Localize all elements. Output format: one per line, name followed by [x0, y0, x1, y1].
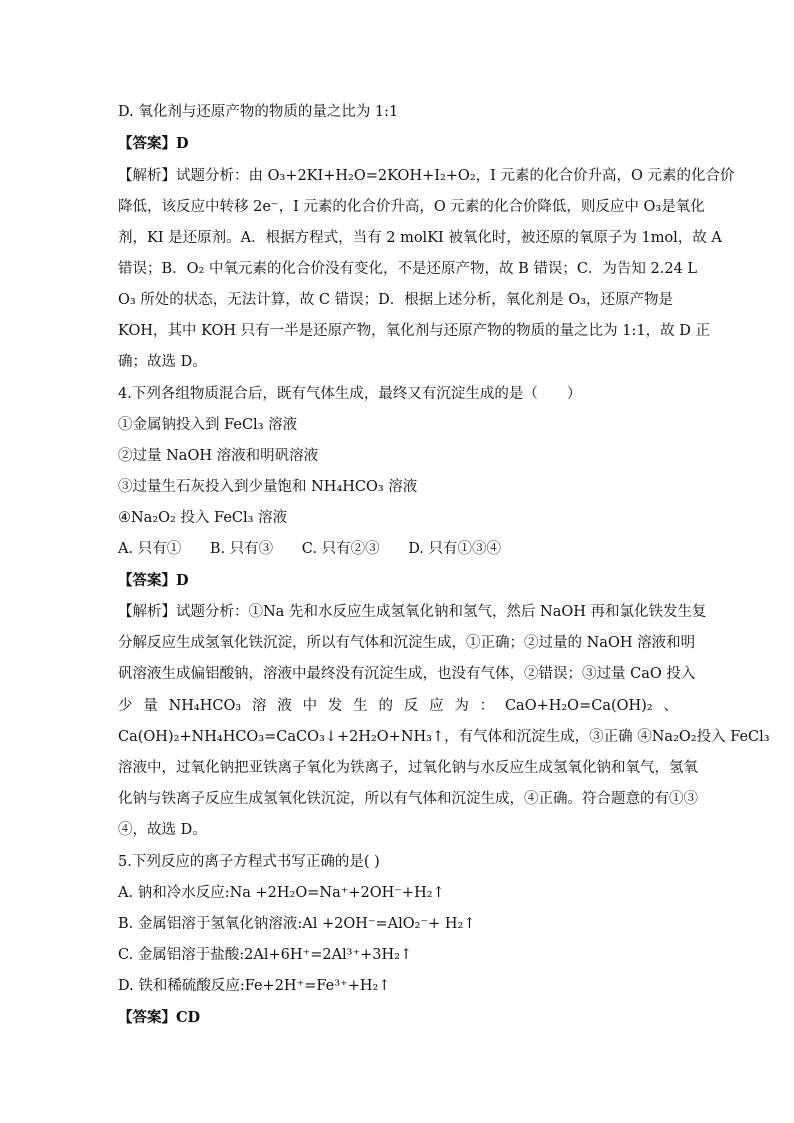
- q4-analysis-line: ④，故选 D。: [118, 822, 207, 838]
- q4-option-d: D. 只有①③④: [408, 541, 502, 557]
- q3-analysis-line: O₃ 所处的状态，无法计算，故 C 错误；D．根据上述分析，氧化剂是 O₃，还原产物是: [118, 292, 674, 308]
- q4-stem: 4.下列各组物质混合后，既有气体生成，最终又有沉淀生成的是（ ）: [118, 386, 582, 402]
- justified-token: 、: [663, 698, 678, 714]
- q5-option-c: C. 金属铝溶于盐酸:2Al+6H⁺=2Al³⁺+3H₂↑: [118, 947, 413, 963]
- q3-answer: 【答案】D: [118, 135, 189, 152]
- justified-token: CaO+H₂O=Ca(OH)₂: [504, 698, 653, 714]
- q4-analysis-line: 【解析】试题分析：①Na 先和水反应生成氢氧化钠和氢气，然后 NaOH 再和氯化铁发生复: [118, 604, 707, 620]
- q4-analysis-line: 分解反应生成氢氧化铁沉淀，所以有气体和沉淀生成，①正确；②过量的 NaOH 溶液和明: [118, 635, 696, 651]
- q4-option-b: B. 只有③: [209, 541, 274, 557]
- justified-token: 为: [454, 698, 469, 714]
- q4-analysis-line: 矾溶液生成偏铝酸钠，溶液中最终没有沉淀生成，也没有气体，②错误；③过量 CaO 投入: [118, 666, 696, 682]
- justified-token: NH₄HCO₃: [168, 698, 242, 714]
- justified-token: ：: [479, 698, 495, 714]
- q4-options: [118, 539, 525, 559]
- q4-item: ②过量 NaOH 溶液和明矾溶液: [118, 448, 319, 464]
- q3-analysis-line: 确；故选 D。: [118, 354, 207, 370]
- q4-answer: 【答案】D: [118, 572, 189, 589]
- justified-token: 发: [327, 698, 343, 714]
- q3-analysis-line: 降低，该反应中转移 2e⁻，I 元素的化合价升高，O 元素的化合价降低，则反应中 O₃是氧化: [118, 199, 705, 215]
- justified-token: 少: [118, 698, 133, 714]
- q4-item: ①金属钠投入到 FeCl₃ 溶液: [118, 417, 298, 433]
- justified-token: 生: [353, 698, 368, 714]
- q5-answer: 【答案】CD: [118, 1009, 201, 1026]
- q4-analysis-justified-line: [118, 696, 678, 716]
- q4-item: ③过量生石灰投入到少量饱和 NH₄HCO₃ 溶液: [118, 479, 418, 495]
- q3-analysis-line: KOH，其中 KOH 只有一半是还原产物，氧化剂与还原产物的物质的量之比为 1:1，故 D 正: [118, 323, 710, 339]
- q4-analysis-line: Ca(OH)₂+NH₄HCO₃=CaCO₃↓+2H₂O+NH₃↑，有气体和沉淀生成，③正确 ④Na₂O₂投入 FeCl₃: [118, 729, 770, 745]
- q3-analysis-line: 错误；B．O₂ 中氧元素的化合价没有变化，不是还原产物，故 B 错误；C．为告知 2.24 L: [118, 261, 698, 277]
- q5-option-a: A. 钠和冷水反应:Na +2H₂O=Na⁺+2OH⁻+H₂↑: [118, 885, 445, 901]
- justified-token: 溶: [251, 698, 267, 714]
- q4-option-a: A. 只有①: [118, 541, 182, 557]
- q3-option-d: D. 氧化剂与还原产物的物质的量之比为 1:1: [118, 104, 399, 120]
- justified-token: 的: [378, 698, 393, 714]
- q5-option-d: D. 铁和稀硫酸反应:Fe+2H⁺=Fe³⁺+H₂↑: [118, 978, 391, 994]
- q3-analysis-line: 剂，KI 是还原剂。A．根据方程式，当有 2 molKI 被氧化时，被还原的氧原子为 1mol，故 A: [118, 230, 722, 246]
- q4-analysis-line: 化钠与铁离子反应生成氢氧化铁沉淀，所以有气体和沉淀生成，④正确。符合题意的有①③: [118, 791, 698, 807]
- q3-analysis-line: 【解析】试题分析：由 O₃+2KI+H₂O=2KOH+I₂+O₂，I 元素的化合价升高，O 元素的化合价: [118, 168, 735, 184]
- justified-token: 量: [143, 698, 158, 714]
- q4-option-c: C. 只有②③: [301, 541, 380, 557]
- q4-analysis-line: 溶液中，过氧化钠把亚铁离子氧化为铁离子，过氧化钠与水反应生成氢氧化钠和氧气，氢氧: [118, 760, 698, 776]
- justified-token: 应: [429, 698, 444, 714]
- justified-token: 液: [277, 698, 292, 714]
- q5-stem: 5.下列反应的离子方程式书写正确的是( ): [118, 854, 380, 870]
- q4-item: ④Na₂O₂ 投入 FeCl₃ 溶液: [118, 510, 288, 526]
- justified-token: 中: [302, 698, 318, 714]
- q5-option-b: B. 金属铝溶于氢氧化钠溶液:Al +2OH⁻=AlO₂⁻+ H₂↑: [118, 916, 476, 932]
- justified-token: 反: [403, 698, 419, 714]
